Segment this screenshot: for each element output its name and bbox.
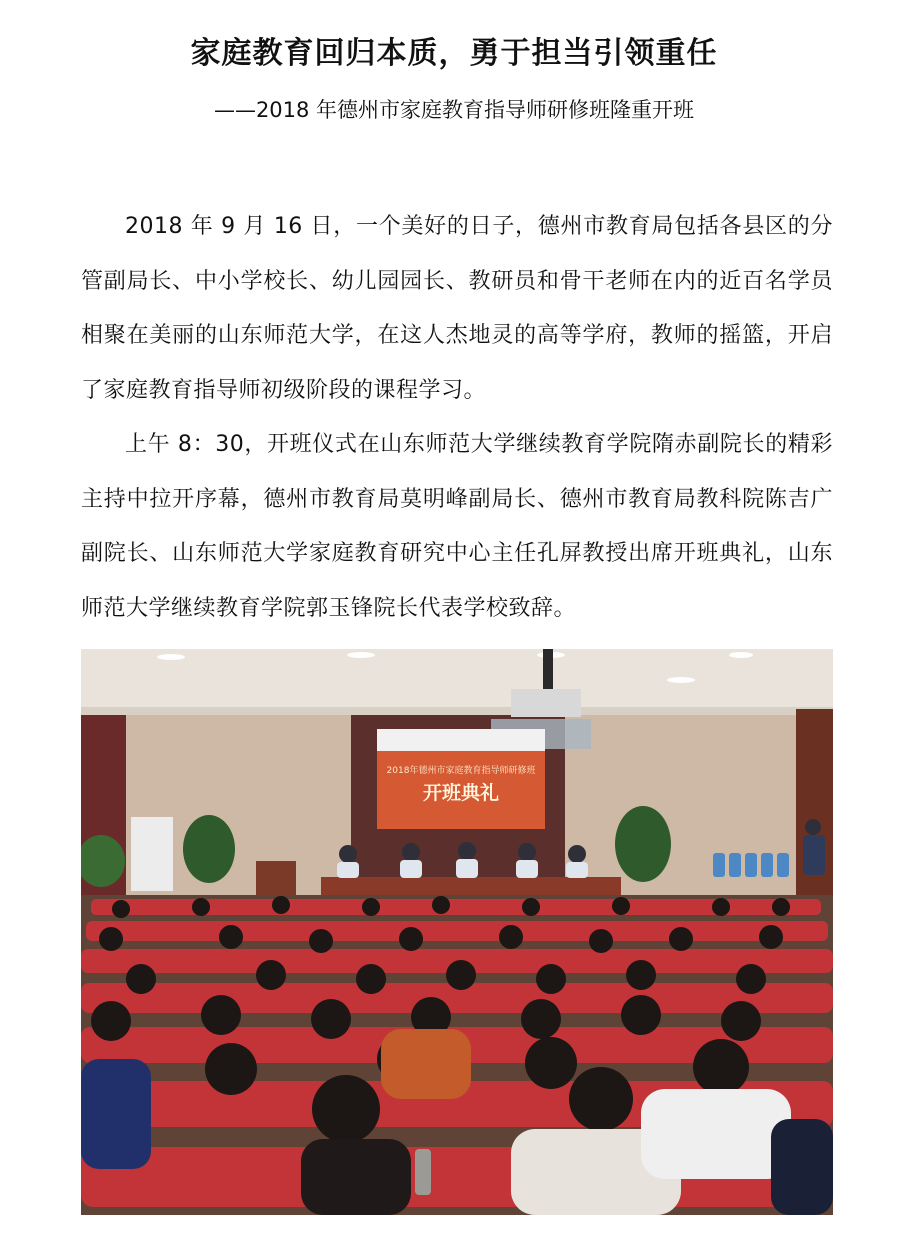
paragraph-1: 2018 年 9 月 16 日，一个美好的日子，德州市教育局包括各县区的分管副局长、中小学校长、幼儿园园长、教研员和骨干老师在内的近百名学员相聚在美丽的山东师范大学，在这人杰地灵的高等学府，教师的摇篮，开启了家庭教育指导师初级阶段的课程学习。 [81, 214, 833, 403]
ceremony-photo-illustration [81, 649, 833, 1215]
document-subtitle: ——2018 年德州市家庭教育指导师研修班隆重开班 [213, 98, 695, 122]
screen-title-text: 开班典礼 [422, 782, 500, 804]
ceremony-photo [81, 649, 833, 1215]
paragraph-2: 上午 8：30，开班仪式在山东师范大学继续教育学院隋赤副院长的精彩主持中拉开序幕，德州市教育局莫明峰副局长、德州市教育局教科院陈吉广副院长、山东师范大学家庭教育研究中心主任孔屏教授出席开班典礼，山东师范大学继续教育学院郭玉锋院长代表学校致辞。 [81, 432, 833, 621]
screen-heading-text: 2018年德州市家庭教育指导师研修班 [386, 766, 536, 776]
article-body [81, 200, 833, 636]
document-title: 家庭教育回归本质，勇于担当引领重任 [190, 36, 718, 71]
